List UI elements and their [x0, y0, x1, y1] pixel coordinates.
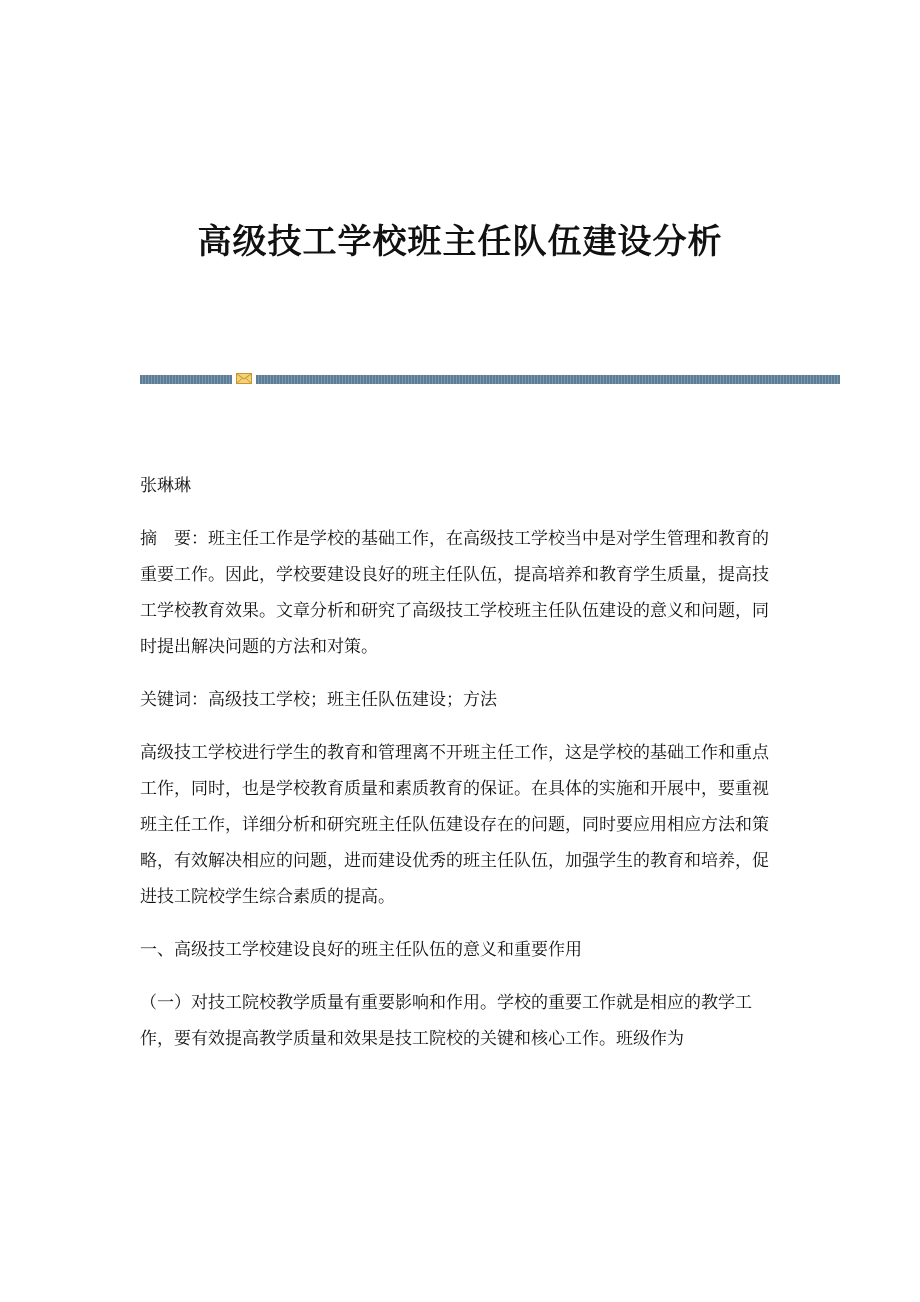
document-title: 高级技工学校班主任队伍建设分析: [197, 222, 723, 262]
author-name: 张琳琳: [140, 476, 191, 496]
divider-bar-left: [140, 375, 232, 384]
abstract-paragraph: 摘 要：班主任工作是学校的基础工作，在高级技工学校当中是对学生管理和教育的重要工作。因此，学校要建设良好的班主任队伍，提高培养和教育学生质量，提高技工学校教育效果。文章分析和研究了高级技工学校班主任队伍建设的意义和问题，同时提出解决问题的方法和对策。: [140, 529, 769, 657]
divider-bar-right: [256, 375, 840, 384]
intro-paragraph: 高级技工学校进行学生的教育和管理离不开班主任工作，这是学校的基础工作和重点工作，同时，也是学校教育质量和素质教育的保证。在具体的实施和开展中，要重视班主任工作，详细分析和研究班主任队伍建设存在的问题，同时要应用相应方法和策略，有效解决相应的问题，进而建设优秀的班主任队伍，加强学生的教育和培养，促进技工院校学生综合素质的提高。: [140, 743, 769, 907]
keywords-paragraph: 关键词：高级技工学校；班主任队伍建设；方法: [140, 690, 497, 710]
document-body: [140, 468, 780, 1074]
section-heading: 一、高级技工学校建设良好的班主任队伍的意义和重要作用: [140, 940, 582, 960]
divider-ornament-icon: [236, 372, 252, 385]
section-paragraph: （一）对技工院校教学质量有重要影响和作用。学校的重要工作就是相应的教学工作，要有效提高教学质量和效果是技工院校的关键和核心工作。班级作为: [140, 993, 752, 1049]
